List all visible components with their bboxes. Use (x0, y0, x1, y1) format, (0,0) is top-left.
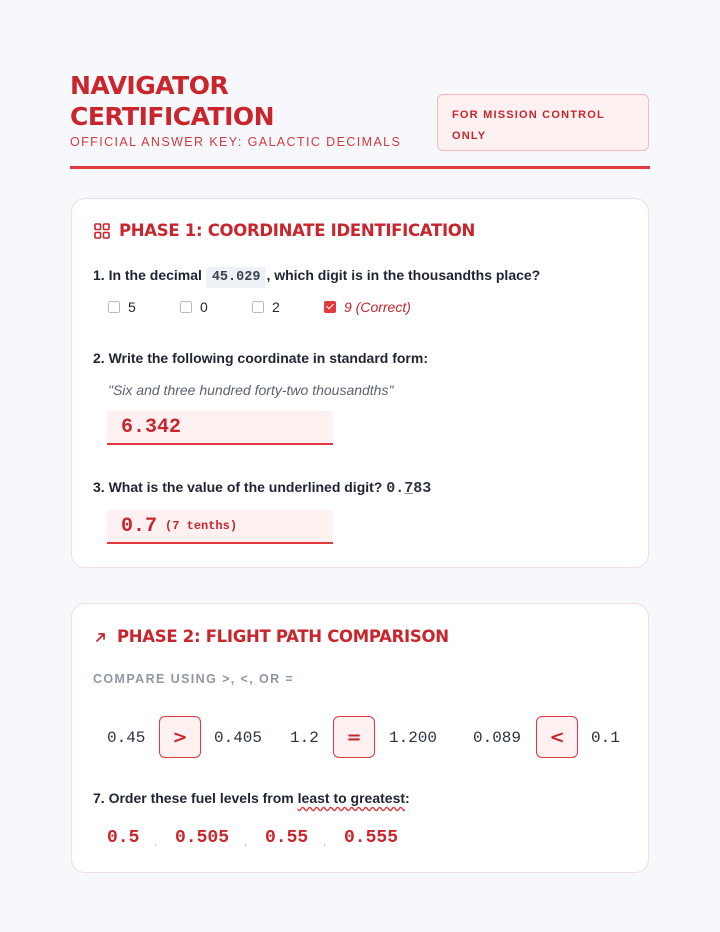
option-9-correct[interactable] (324, 299, 411, 315)
underlined-digit: 7 (404, 480, 414, 497)
phase2-heading (94, 627, 449, 646)
header-divider (70, 166, 650, 169)
number-part: 0. (386, 480, 405, 497)
question-1-prefix: 1. In the decimal (93, 267, 202, 283)
compare-left-1: 0.45 (107, 729, 146, 747)
answer-2-value: 6.342 (121, 415, 182, 439)
phase2-card (71, 603, 649, 873)
compare-sign-box-2[interactable]: = (333, 716, 375, 758)
order-separator: , (323, 836, 327, 848)
option-0[interactable] (180, 299, 208, 315)
badge-line1: FOR MISSION CONTROL (452, 109, 605, 121)
phase1-card (71, 198, 649, 568)
page-title-line1: NAVIGATOR (70, 71, 229, 100)
question-1 (93, 267, 540, 285)
order-value-1: 0.5 (107, 828, 140, 848)
question-3-number (386, 480, 431, 497)
phase1-title: PHASE 1: COORDINATE IDENTIFICATION (119, 221, 476, 240)
option-label: 5 (128, 299, 136, 315)
order-value-3: 0.55 (265, 828, 309, 848)
arrow-up-right-icon (94, 630, 108, 644)
question-1-suffix: , which digit is in the thousandths place? (266, 267, 541, 283)
checkbox[interactable] (108, 301, 120, 313)
page-title-line2: CERTIFICATION (70, 102, 275, 131)
checkbox[interactable] (252, 301, 264, 313)
compare-right-3: 0.1 (591, 729, 620, 747)
compare-left-3: 0.089 (473, 729, 522, 747)
question-2-quote: "Six and three hundred forty-two thousandths" (108, 382, 394, 398)
order-separator: , (154, 836, 158, 848)
badge-line2: ONLY (452, 130, 487, 142)
question-3-text: 3. What is the value of the underlined digit? (93, 479, 383, 495)
answer-field-2[interactable] (107, 411, 333, 445)
phase1-heading (94, 221, 475, 240)
order-value-2: 0.505 (175, 828, 230, 848)
question-3 (93, 479, 431, 497)
option-label: 2 (272, 299, 280, 315)
grid-icon (94, 223, 110, 239)
question-7 (93, 790, 410, 806)
mission-control-badge (437, 94, 649, 151)
question-2: 2. Write the following coordinate in standard form: (93, 350, 428, 366)
compare-right-2: 1.200 (389, 729, 438, 747)
order-value-4: 0.555 (344, 828, 399, 848)
phase2-title: PHASE 2: FLIGHT PATH COMPARISON (117, 627, 449, 646)
answer-3-note: (7 tenths) (165, 519, 238, 533)
checkbox-checked[interactable] (324, 301, 336, 313)
option-5[interactable] (108, 299, 136, 315)
answer-field-3[interactable] (107, 510, 333, 544)
compare-sign-box-1[interactable]: > (159, 716, 201, 758)
question-7-prefix: 7. Order these fuel levels from (93, 790, 298, 806)
compare-left-2: 1.2 (290, 729, 319, 747)
question-7-suffix: : (405, 790, 410, 806)
option-label: 9 (Correct) (344, 299, 411, 315)
question-1-code: 45.029 (206, 267, 267, 288)
answer-3-value: 0.7 (121, 514, 158, 538)
number-part: 83 (413, 480, 432, 497)
comparison-instruction: COMPARE USING >, <, OR = (93, 672, 295, 686)
option-2[interactable] (252, 299, 280, 315)
checkbox[interactable] (180, 301, 192, 313)
page-subtitle: OFFICIAL ANSWER KEY: GALACTIC DECIMALS (70, 135, 402, 149)
compare-right-1: 0.405 (214, 729, 263, 747)
question-7-underlined: least to greatest (297, 790, 406, 806)
order-separator: , (244, 836, 248, 848)
option-label: 0 (200, 299, 208, 315)
compare-sign-box-3[interactable]: < (536, 716, 578, 758)
